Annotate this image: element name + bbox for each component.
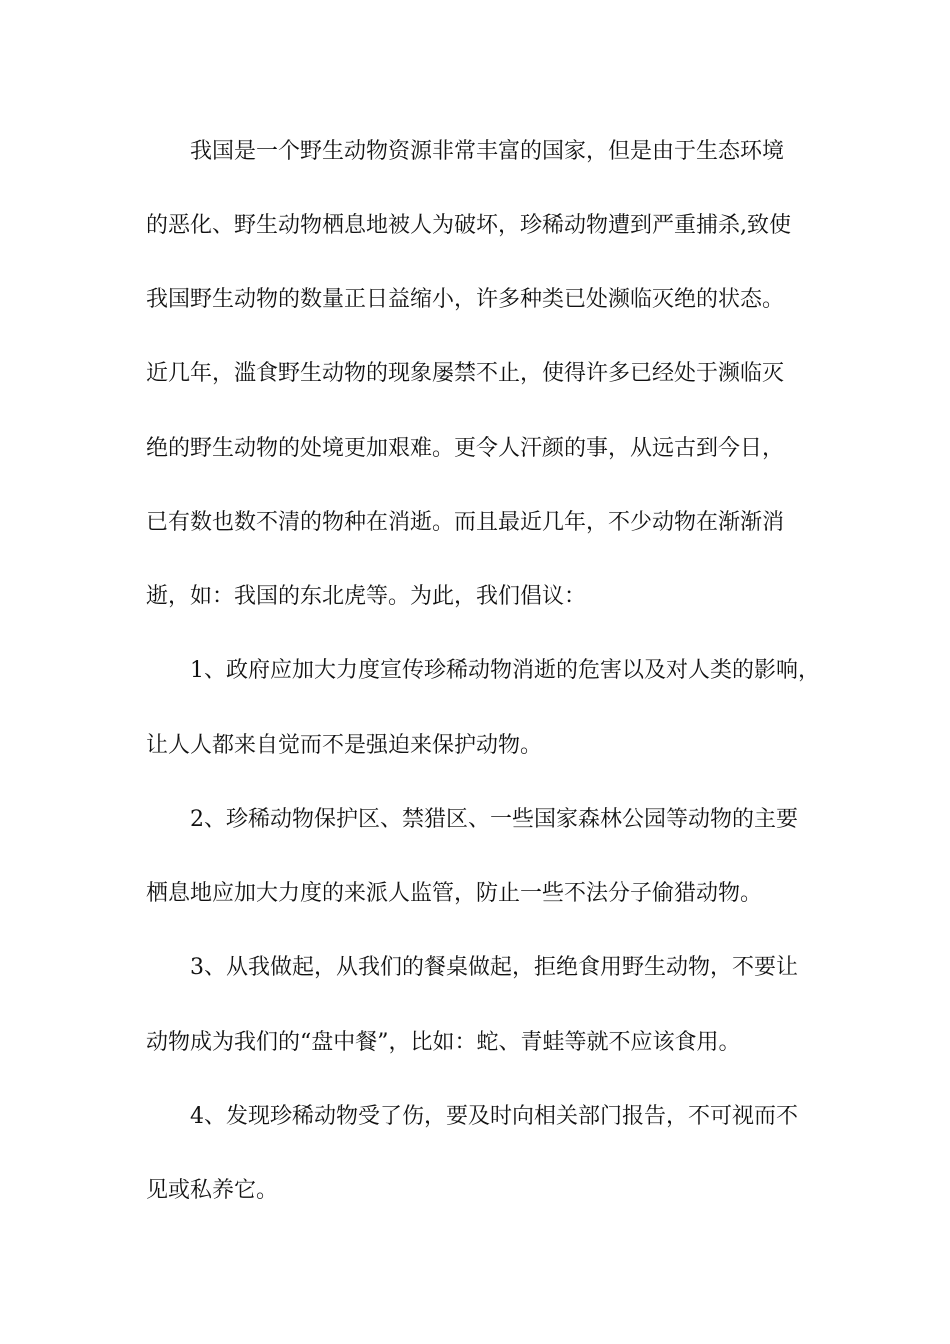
paragraph-1-line-5: 绝的野生动物的处境更加艰难。更令人汗颜的事，从远古到今日， <box>146 436 785 461</box>
proposal-2-line-1: 2、珍稀动物保护区、禁猎区、一些国家森林公园等动物的主要 <box>190 807 798 832</box>
proposal-1-line-1: 1、政府应加大力度宣传珍稀动物消逝的危害以及对人类的影响， <box>190 658 820 683</box>
proposal-2-line-2: 栖息地应加大力度的来派人监管，防止一些不法分子偷猎动物。 <box>146 881 763 906</box>
paragraph-1-line-6: 已有数也数不清的物种在消逝。而且最近几年，不少动物在渐渐消 <box>146 510 785 535</box>
paragraph-1-line-2: 的恶化、野生动物栖息地被人为破坏，珍稀动物遭到严重捕杀,致使 <box>146 213 791 238</box>
proposal-4-line-2: 见或私养它。 <box>146 1178 279 1203</box>
proposal-4-line-1: 4、发现珍稀动物受了伤，要及时向相关部门报告，不可视而不 <box>190 1104 798 1129</box>
proposal-3-line-1: 3、从我做起，从我们的餐桌做起，拒绝食用野生动物，不要让 <box>190 955 798 980</box>
proposal-3-line-2: 动物成为我们的“盘中餐”，比如：蛇、青蛙等就不应该食用。 <box>146 1030 741 1055</box>
paragraph-1-line-3: 我国野生动物的数量正日益缩小，许多种类已处濒临灭绝的状态。 <box>146 287 785 312</box>
proposal-1-line-2: 让人人都来自觉而不是强迫来保护动物。 <box>146 733 543 758</box>
paragraph-1-line-4: 近几年，滥食野生动物的现象屡禁不止，使得许多已经处于濒临灭 <box>146 361 785 386</box>
paragraph-1-line-1: 我国是一个野生动物资源非常丰富的国家，但是由于生态环境 <box>190 139 785 164</box>
paragraph-1-line-7: 逝，如：我国的东北虎等。为此，我们倡议： <box>146 584 587 609</box>
